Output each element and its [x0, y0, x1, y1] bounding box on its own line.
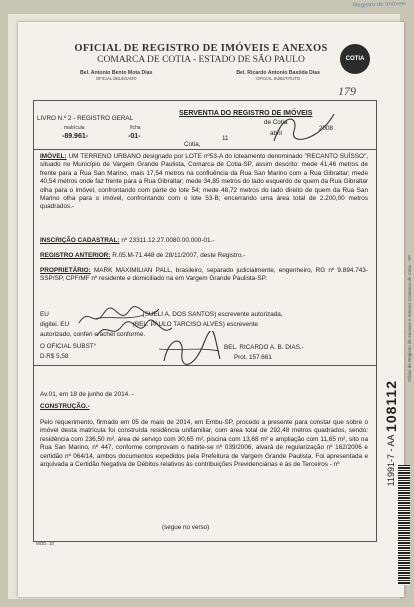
serventia-label: SERVENTIA DO REGISTRO DE IMÓVEIS [179, 110, 313, 117]
official-left [80, 70, 152, 81]
inscricao-line [40, 237, 368, 245]
proprietario-paragraph [40, 267, 368, 284]
registro-anterior-line [40, 252, 368, 260]
de-cotia: de Cotia [264, 119, 288, 126]
registro-anterior-text: R.05.M-71.448 de 28/11/2007, deste Registro.- [112, 252, 246, 259]
escrevente-line-3: autorizado, conferi e achei conforme. [40, 331, 146, 338]
official-right [236, 70, 320, 81]
barcode [398, 465, 410, 585]
officials-line [80, 70, 320, 81]
sig-line2-name: (BEL. PAULO TARCISO ALVES) [132, 321, 225, 328]
cotia-logo: COTIA [340, 44, 370, 74]
imovel-paragraph [40, 153, 368, 212]
registry-subtitle: COMARCA DE COTIA - ESTADO DE SÃO PAULO [97, 55, 305, 65]
ricardo-label: BEL. RICARDO A. B. DIAS.- [224, 344, 304, 351]
matricula-number: -89.961- [62, 133, 89, 140]
imovel-label: IMÓVEL: [40, 153, 67, 160]
official-left-role: OFICIAL DELEGADO [95, 76, 137, 81]
sig-line1-suffix: escrevente autorizada, [217, 311, 283, 318]
official-right-role: OFICIAL SUBSTITUTO [256, 76, 301, 81]
livro-label: LIVRO N.º 2 - REGISTRO GERAL [37, 115, 134, 122]
av01-date: Av.01, em 18 de junho de 2014. - [40, 391, 134, 398]
fee-label: D.R$ 5,58 [40, 353, 69, 360]
official-right-name: Bel. Ricardo Antonio Bastida Dias [236, 70, 320, 76]
cotia-label: Cotia, [184, 141, 201, 148]
registro-anterior-label: REGISTRO ANTERIOR: [40, 252, 111, 259]
construcao-label: CONSTRUÇÃO.- [40, 403, 90, 410]
construcao-text: Pelo requerimento, firmado em 05 de maio de 2014, em Embu-SP, procedo a presente para constar que sobre o imóvel desta matrícula foi construída residência unifamiliar, com área total de 292,48 metros quadrados, sendo: residência com 236,50 m², área de serviço com 30,65 m², piscina com 13,68 m² e ampliação com 11,65 m², sito na Rua San Marino, nº 447, conforme comprovam o habite-se nº 039/2006, alvará de regularização nº 162/2006 e certidão nº 064/14, ambos documentos expedidos pela Prefeitura de Vargem Grande Paulista. Foi apresentada e arquivada a Certidão Negativa de Débitos relativos às contribuições Previdenciárias e às de Terceiros - nº [40, 419, 368, 469]
ficha-label: ficha [130, 125, 141, 131]
matricula-label: matrícula [64, 125, 85, 131]
oficial-subst-label: O OFICIAL SUBST° [40, 343, 97, 350]
serial-number: 108112 [383, 380, 399, 432]
divider [34, 149, 376, 150]
top-stamp: Registro de Imóveis [352, 1, 407, 9]
proprietario-label: PROPRIETÁRIO: [40, 267, 91, 274]
registry-form [33, 100, 377, 542]
sig-line2-prefix: digitei. EU [40, 321, 70, 328]
proprietario-city: em Vargem Grande Paulista-SP. [175, 275, 267, 283]
signature-header [264, 106, 344, 146]
side-stamp: Oficial de Registro de Imóveis e Anexos Comarca de Cotia - SP [406, 255, 412, 383]
ficha-number: -01- [128, 133, 141, 140]
handwritten-number: 179 [338, 84, 356, 98]
serial-prefix: 11991-7 - AA [386, 434, 396, 487]
continue-note: (segue no verso) [162, 524, 210, 531]
inscricao-text: nº 23311.12.27.0080.00.000-01.- [121, 237, 215, 244]
proprietario-text: MARK MAXIMILIAN PALL, brasileiro, separado judicialmente, engenheiro, RG nº 9.894.743-SSP/SP, CPF/MF nº [40, 267, 368, 283]
divider [34, 365, 376, 366]
protocol-label: Prot. 157.661 [234, 354, 272, 361]
security-serial [383, 380, 399, 486]
inscricao-label: INSCRIÇÃO CADASTRAL: [40, 237, 120, 244]
date-month: abril [270, 130, 282, 137]
sig-line2-suffix: escrevente [226, 321, 258, 328]
form-model-label: MOD. 10 [36, 541, 55, 546]
registry-title: OFICIAL DE REGISTRO DE IMÓVEIS E ANEXOS [74, 43, 328, 54]
sig-line1-name: (SUELI A. DOS SANTOS) [142, 311, 217, 318]
date-day: 11 [222, 135, 229, 142]
proprietario-text-end: residente e domiciliado na [99, 275, 174, 283]
imovel-text: UM TERRENO URBANO designado por LOTE nº53-A do loteamento denominado "RECANTO SUÍSSO", situado no Município de Vargem Grande Paulista, Comarca de Cotia-SP, assim descrito: mede 41,46 metros de frente para a Rua San Marino, mais 17,54 metros na confluência da Rua San Marino com a Rua Gibraltar; mede 40,54 metros onde faz frente para a Rua Gibraltar; mede 34,85 metros do lado esquerdo de quem da Rua Gibraltar olha para o imóvel, confrontando com parte do lote 54; mede 48,72 metros do lado direito de quem da Rua San Marino olha para o imóvel, confrontando com o lote 53-B; encerrando uma área total de 2.200,00 metros quadrados.- [40, 153, 368, 211]
date-year: 2008 [319, 125, 334, 132]
sig-line1-prefix: EU [40, 311, 49, 318]
official-left-name: Bel. Antonio Bento Mota Dias [80, 70, 153, 76]
